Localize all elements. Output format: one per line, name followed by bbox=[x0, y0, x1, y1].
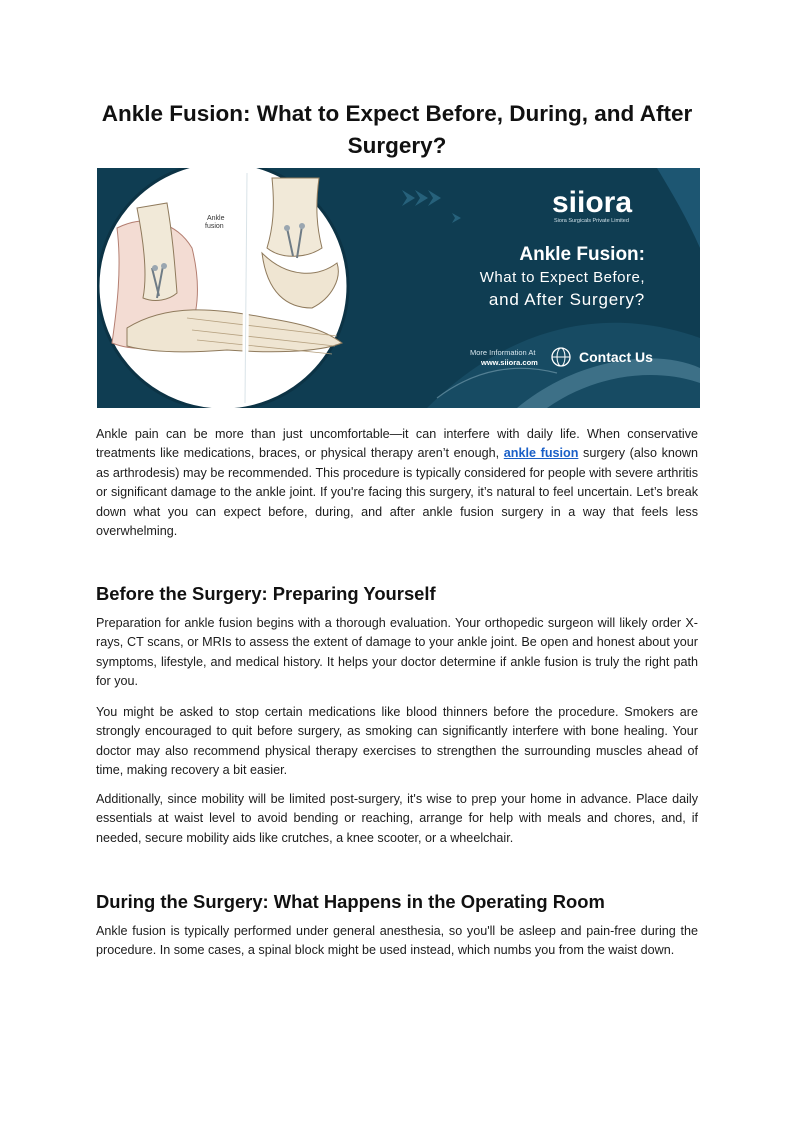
banner-headline: Ankle Fusion: bbox=[519, 244, 645, 265]
website-text: www.siiora.com bbox=[481, 358, 538, 367]
siiora-logo bbox=[552, 186, 632, 224]
article-title: Ankle Fusion: What to Expect Before, During, and After Surgery? bbox=[101, 101, 693, 158]
intro-text: surgery (also known as arthrodesis) may be recommended. This procedure is typically considered for people with severe arthritis or significant damage to the ankle joint. If you're facing this surgery, it’s natural to feel uncertain. Let’s break down what you can expect before, during, and after ankle fusion surgery in a way that feels less overwhelming. bbox=[96, 446, 698, 539]
ankle-illustration bbox=[98, 168, 348, 408]
banner-subline: and After Surgery? bbox=[488, 290, 645, 309]
brand-subtitle: Siora Surgicals Private Limited bbox=[554, 218, 629, 224]
paragraph: Preparation for ankle fusion begins with a thorough evaluation. Your orthopedic surgeon will likely order X-rays, CT scans, or MRIs to assess the extent of damage to your ankle joint. Be open and honest about your symptoms, lifestyle, and medical history. It helps your doctor determine if ankle fusion is truly the right path for you. bbox=[96, 616, 698, 689]
brand-wordmark: siiora bbox=[552, 186, 633, 219]
more-info-label: More Information At bbox=[470, 348, 536, 357]
banner-subline: What to Expect Before, bbox=[479, 269, 645, 286]
paragraph: Additionally, since mobility will be limited post-surgery, it's wise to prep your home in advance. Place daily essentials at waist level to avoid bending or reaching, arrange for help with meals and chores, and, if needed, secure mobility aids like crutches, a knee scooter, or a wheelchair. bbox=[96, 792, 698, 845]
section-heading-during: During the Surgery: What Happens in the Operating Room bbox=[96, 891, 605, 912]
intro-text: Ankle pain can be more than just uncomfortable—it can interfere with daily life. When conservative treatments like medications, braces, or physical therapy aren’t enough, bbox=[96, 427, 698, 461]
paragraph: You might be asked to stop certain medications like blood thinners before the procedure. Smokers are strongly encouraged to quit before surgery, as smoking can significantly interfere with bone healing. Your doctor may also recommend physical therapy exercises to strengthen the surrounding muscles ahead of time, making recovery a bit easier. bbox=[96, 705, 698, 778]
section-heading-before: Before the Surgery: Preparing Yourself bbox=[96, 583, 436, 604]
banner-graphic bbox=[97, 168, 700, 408]
article-banner-image bbox=[97, 168, 700, 408]
ankle-fusion-link[interactable]: ankle fusion bbox=[503, 446, 579, 461]
illustration-label: fusion bbox=[205, 223, 224, 230]
paragraph: Ankle fusion is typically performed under general anesthesia, so you'll be asleep and pain-free during the procedure. In some cases, a spinal block might be used instead, which numbs you from the waist down. bbox=[96, 924, 698, 958]
illustration-label: Ankle bbox=[207, 215, 225, 222]
contact-us-text: Contact Us bbox=[579, 349, 653, 365]
intro-paragraph bbox=[96, 425, 698, 541]
